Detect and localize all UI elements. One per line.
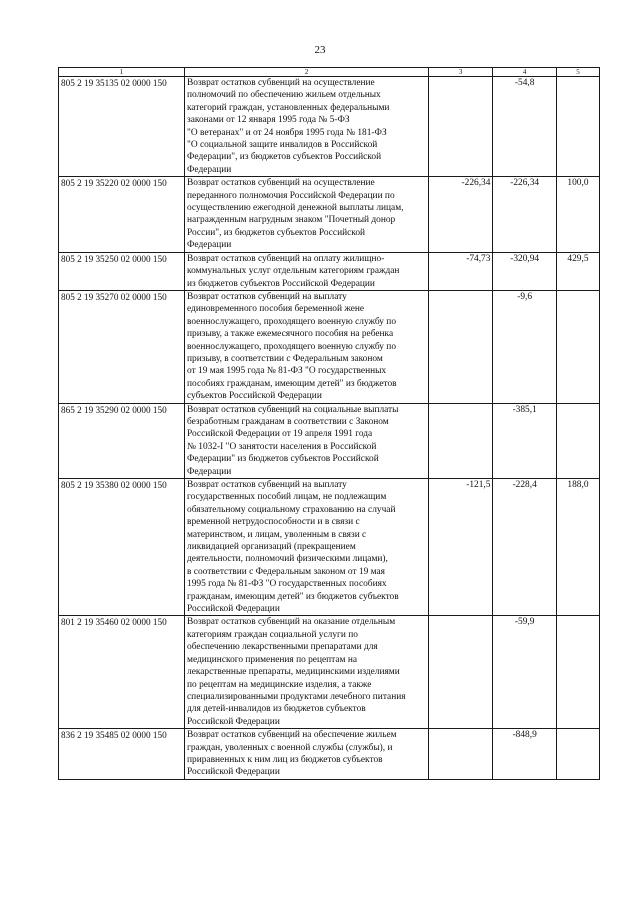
value-col4: -848,9 xyxy=(493,729,557,780)
budget-code: 805 2 19 35220 02 0000 150 xyxy=(59,177,185,252)
column-number-3: 3 xyxy=(428,68,493,77)
value-col5 xyxy=(556,290,599,403)
value-col3 xyxy=(428,290,493,403)
table-row xyxy=(59,252,600,290)
budget-code: 801 2 19 35460 02 0000 150 xyxy=(59,616,185,729)
table-row xyxy=(59,77,600,177)
budget-code: 805 2 19 35270 02 0000 150 xyxy=(59,290,185,403)
value-col5: 188,0 xyxy=(556,479,599,616)
row-description: Возврат остатков субвенций на осуществление полномочий по обеспечению жильем отдельных категорий граждан, установленных федеральными законами от 12 января 1995 года № 5-ФЗ "О ветеранах" и от 24 ноября 1995 года № 181-ФЗ "О социальной защите инвалидов в Российской Федерации", из бюджетов субъектов Российской Федерации xyxy=(185,77,429,177)
row-description: Возврат остатков субвенций на выплату единовременного пособия беременной жене военнослужащего, проходящего военную службу по призыву, а также ежемесячного пособия на ребенка военнослужащего, проходящего военную службу по призыву, в соответствии с Федеральным законом от 19 мая 1995 года № 81-ФЗ "О государственных пособиях гражданам, имеющим детей" из бюджетов субъектов Российской Федерации xyxy=(185,290,429,403)
value-col3 xyxy=(428,403,493,478)
column-number-5: 5 xyxy=(556,68,599,77)
table-row xyxy=(59,479,600,616)
value-col4: -320,94 xyxy=(493,252,557,290)
table-row xyxy=(59,177,600,252)
table-row xyxy=(59,290,600,403)
page-number: 23 xyxy=(314,44,326,56)
row-description: Возврат остатков субвенций на социальные выплаты безработным гражданам в соответствии с Законом Российской Федерации от 19 апреля 1991 года № 1032-I "О занятости населения в Российской Федерации" из бюджетов субъектов Российской Федерации xyxy=(185,403,429,478)
value-col3: -121,5 xyxy=(428,479,493,616)
table-row xyxy=(59,616,600,729)
column-number-2: 2 xyxy=(185,68,429,77)
budget-code: 836 2 19 35485 02 0000 150 xyxy=(59,729,185,780)
row-description: Возврат остатков субвенций на оказание отдельным категориям граждан социальной услуги по обеспечению лекарственными препаратами для медицинского применения по рецептам на лекарственные препараты, медицинскими изделиями по рецептам на медицинские изделия, а также специализированными продуктами лечебного питания для детей-инвалидов из бюджетов субъектов Российской Федерации xyxy=(185,616,429,729)
budget-code: 805 2 19 35380 02 0000 150 xyxy=(59,479,185,616)
row-description: Возврат остатков субвенций на выплату государственных пособий лицам, не подлежащим обязательному социальному страхованию на случай временной нетрудоспособности и в связи с материнством, и лицам, уволенным в связи с ликвидацией организаций (прекращением деятельности, полномочий физическими лицами), в соответствии с Федеральным законом от 19 мая 1995 года № 81-ФЗ "О государственных пособиях гражданам, имеющим детей" из бюджетов субъектов Российской Федерации xyxy=(185,479,429,616)
column-number-row xyxy=(59,68,600,77)
value-col4: -228,4 xyxy=(493,479,557,616)
value-col5: 100,0 xyxy=(556,177,599,252)
value-col5: 429,5 xyxy=(556,252,599,290)
value-col3 xyxy=(428,77,493,177)
row-description: Возврат остатков субвенций на обеспечение жильем граждан, уволенных с военной службы (службы), и приравненных к ним лиц из бюджетов субъектов Российской Федерации xyxy=(185,729,429,780)
row-description: Возврат остатков субвенций на оплату жилищно- коммунальных услуг отдельным категориям граждан из бюджетов субъектов Российской Федерации xyxy=(185,252,429,290)
value-col4: -9,6 xyxy=(493,290,557,403)
budget-code: 865 2 19 35290 02 0000 150 xyxy=(59,403,185,478)
value-col4: -54,8 xyxy=(493,77,557,177)
value-col4: -226,34 xyxy=(493,177,557,252)
budget-code: 805 2 19 35135 02 0000 150 xyxy=(59,77,185,177)
value-col4: -59,9 xyxy=(493,616,557,729)
value-col5 xyxy=(556,77,599,177)
value-col5 xyxy=(556,729,599,780)
column-number-1: 1 xyxy=(59,68,185,77)
value-col3 xyxy=(428,616,493,729)
value-col3 xyxy=(428,729,493,780)
budget-code: 805 2 19 35250 02 0000 150 xyxy=(59,252,185,290)
value-col5 xyxy=(556,403,599,478)
table-row xyxy=(59,403,600,478)
table-row xyxy=(59,729,600,780)
row-description: Возврат остатков субвенций на осуществление переданного полномочия Российской Федерации по осуществлению ежегодной денежной выплаты лицам, награжденным нагрудным знаком "Почетный донор России", из бюджетов субъектов Российской Федерации xyxy=(185,177,429,252)
budget-table xyxy=(58,67,600,780)
value-col3: -226,34 xyxy=(428,177,493,252)
value-col3: -74,73 xyxy=(428,252,493,290)
value-col5 xyxy=(556,616,599,729)
value-col4: -385,1 xyxy=(493,403,557,478)
column-number-4: 4 xyxy=(493,68,557,77)
